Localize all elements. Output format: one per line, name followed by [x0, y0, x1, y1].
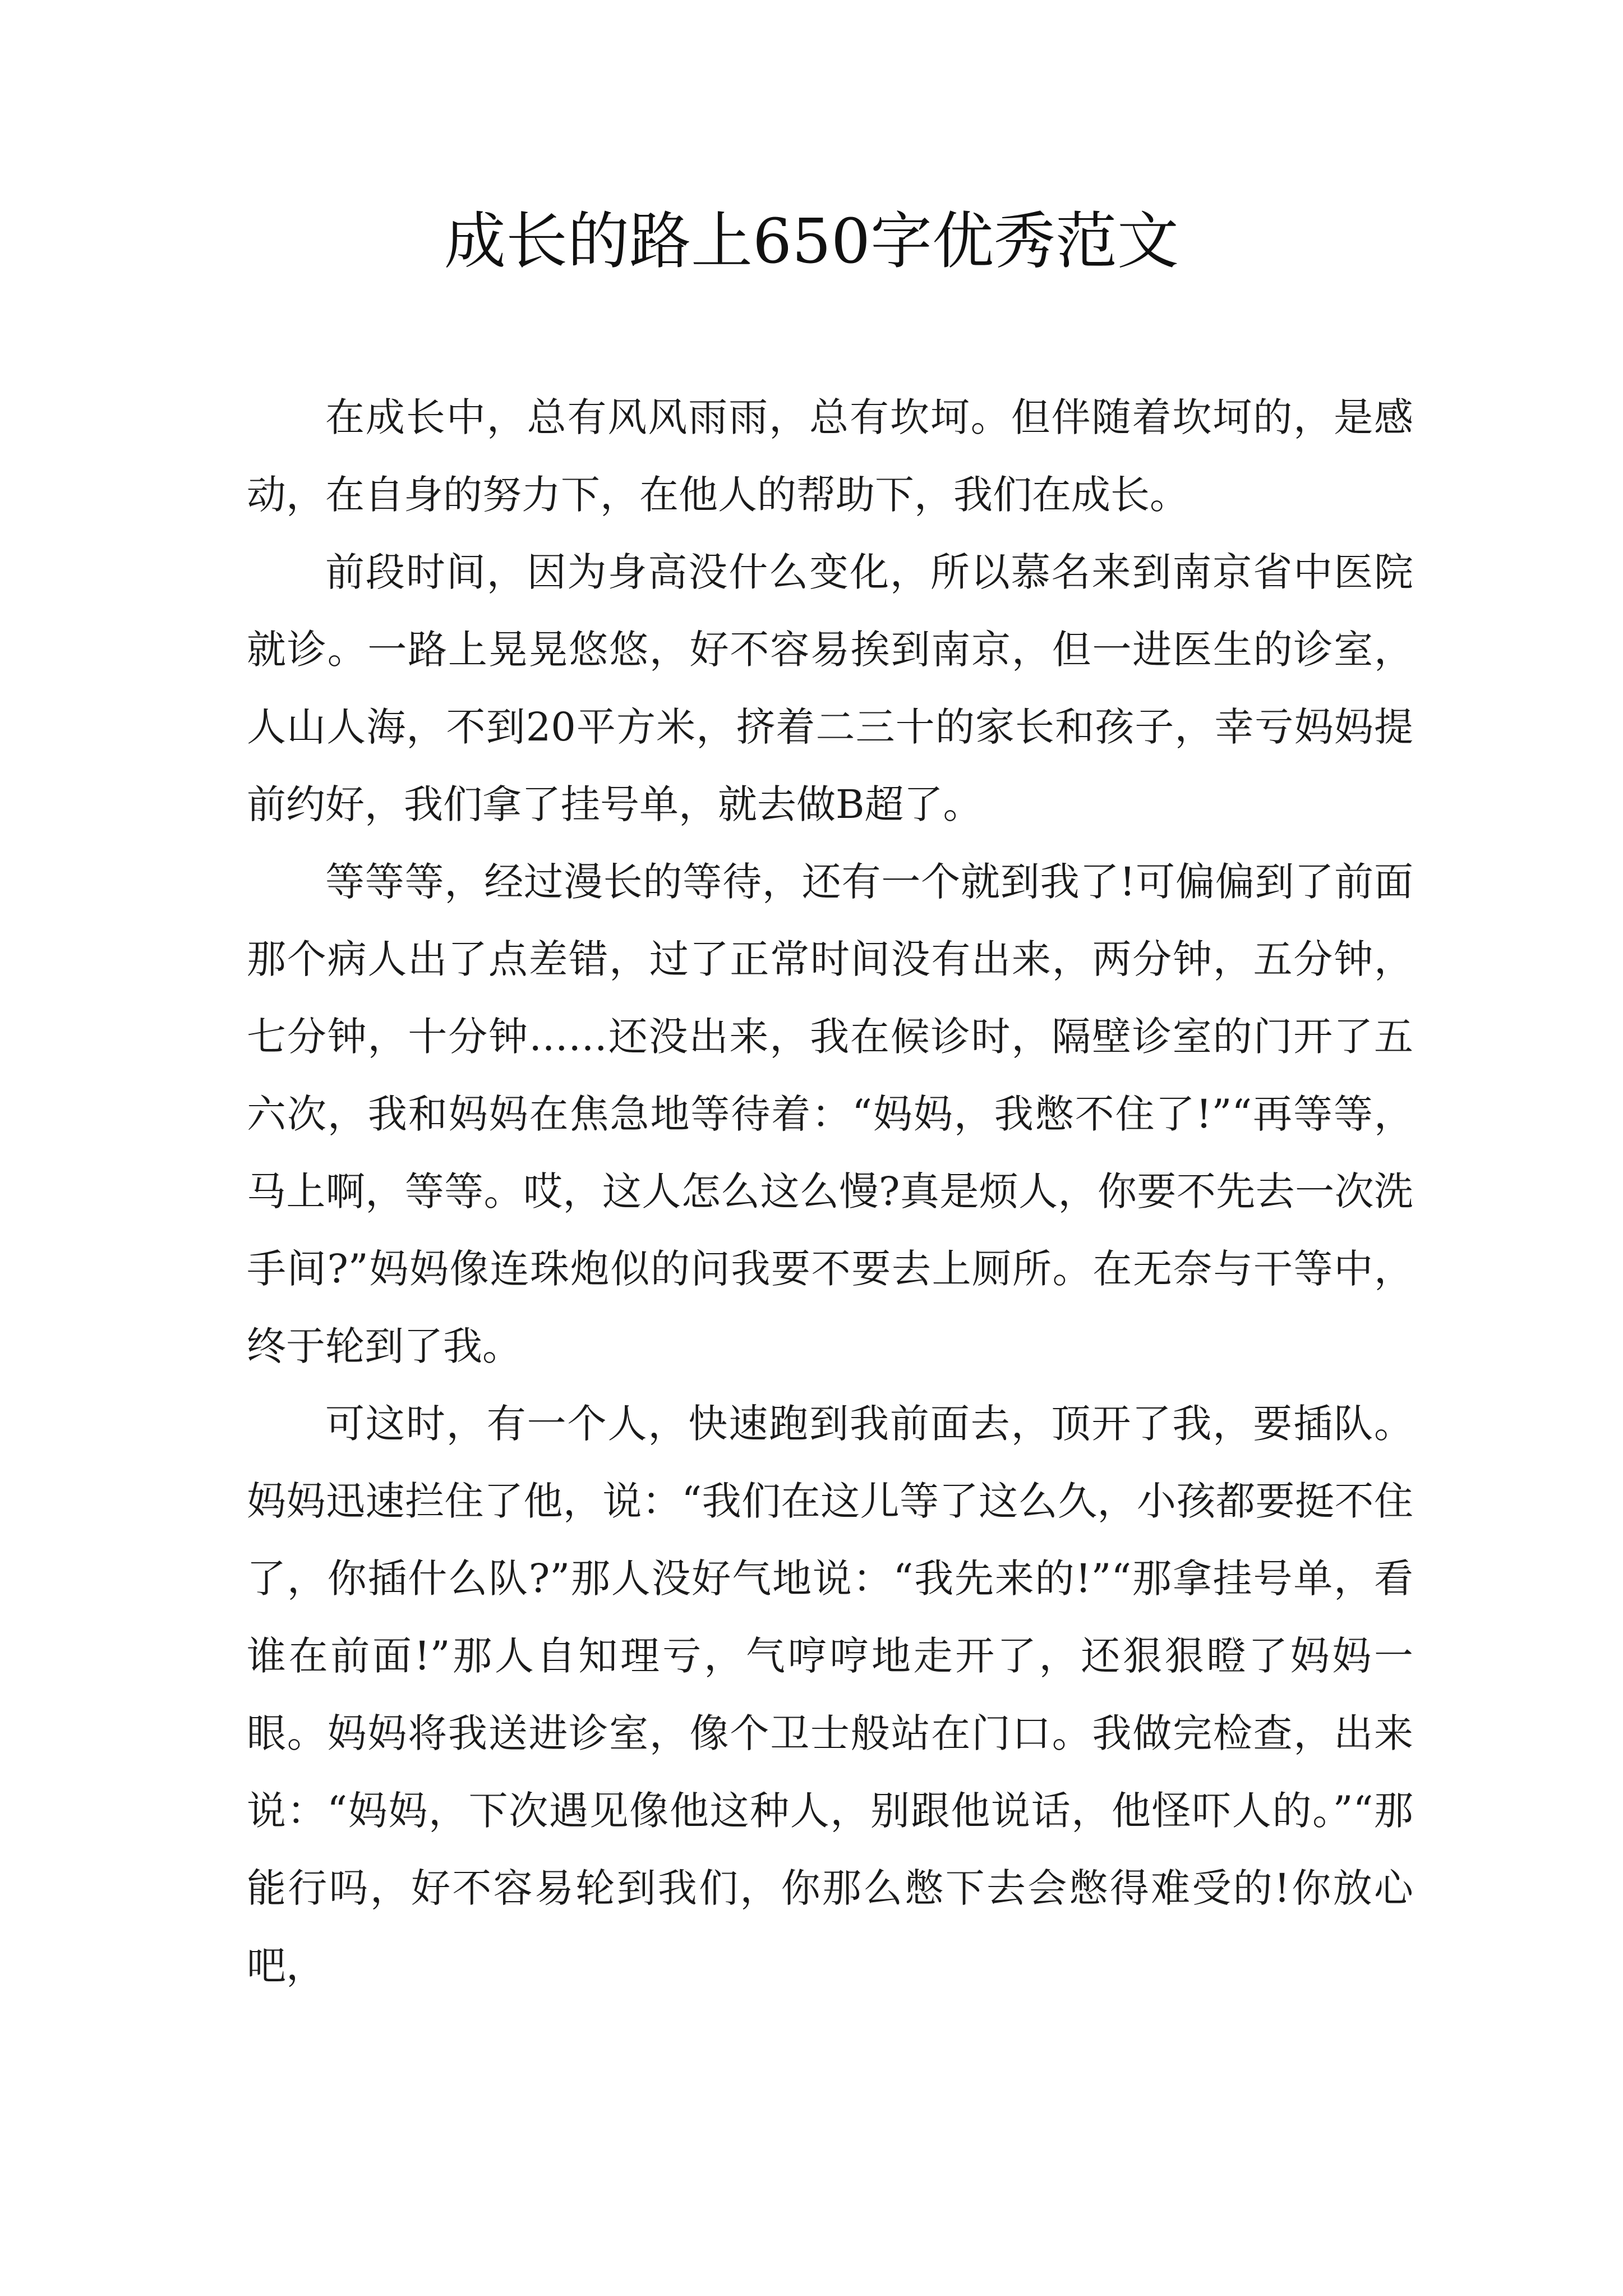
- document-title: 成长的路上650字优秀范文: [444, 205, 1179, 277]
- paragraph-1: 在成长中，总有风风雨雨，总有坎坷。但伴随着坎坷的，是感动，在自身的努力下，在他人的帮助下，我们在成长。: [247, 394, 1413, 518]
- paragraph-4: 可这时，有一个人，快速跑到我前面去，顶开了我，要插队。妈妈迅速拦住了他，说：“我们在这儿等了这么久，小孩都要挺不住了，你插什么队?”那人没好气地说：“我先来的!”“那拿挂号单，看谁在前面!”那人自知理亏，气哼哼地走开了，还狠狠瞪了妈妈一眼。妈妈将我送进诊室，像个卫士般站在门口。我做完检查，出来说：“妈妈，下次遇见像他这种人，别跟他说话，他怪吓人的。”“那能行吗，好不容易轮到我们，你那么憋下去会憋得难受的!你放心吧，: [247, 1401, 1413, 1989]
- document-body: [247, 379, 1413, 2004]
- paragraph-3: 等等等，经过漫长的等待，还有一个就到我了!可偏偏到了前面那个病人出了点差错，过了正常时间没有出来，两分钟，五分钟，七分钟，十分钟……还没出来，我在候诊时，隔壁诊室的门开了五六次，我和妈妈在焦急地等待着：“妈妈，我憋不住了!”“再等等，马上啊，等等。哎，这人怎么这么慢?真是烦人，你要不先去一次洗手间?”妈妈像连珠炮似的问我要不要去上厕所。在无奈与干等中，终于轮到了我。: [247, 859, 1413, 1369]
- paragraph-2: 前段时间，因为身高没什么变化，所以慕名来到南京省中医院就诊。一路上晃晃悠悠，好不容易挨到南京，但一进医生的诊室，人山人海，不到20平方米，挤着二三十的家长和孩子，幸亏妈妈提前约好，我们拿了挂号单，就去做B超了。: [247, 549, 1413, 827]
